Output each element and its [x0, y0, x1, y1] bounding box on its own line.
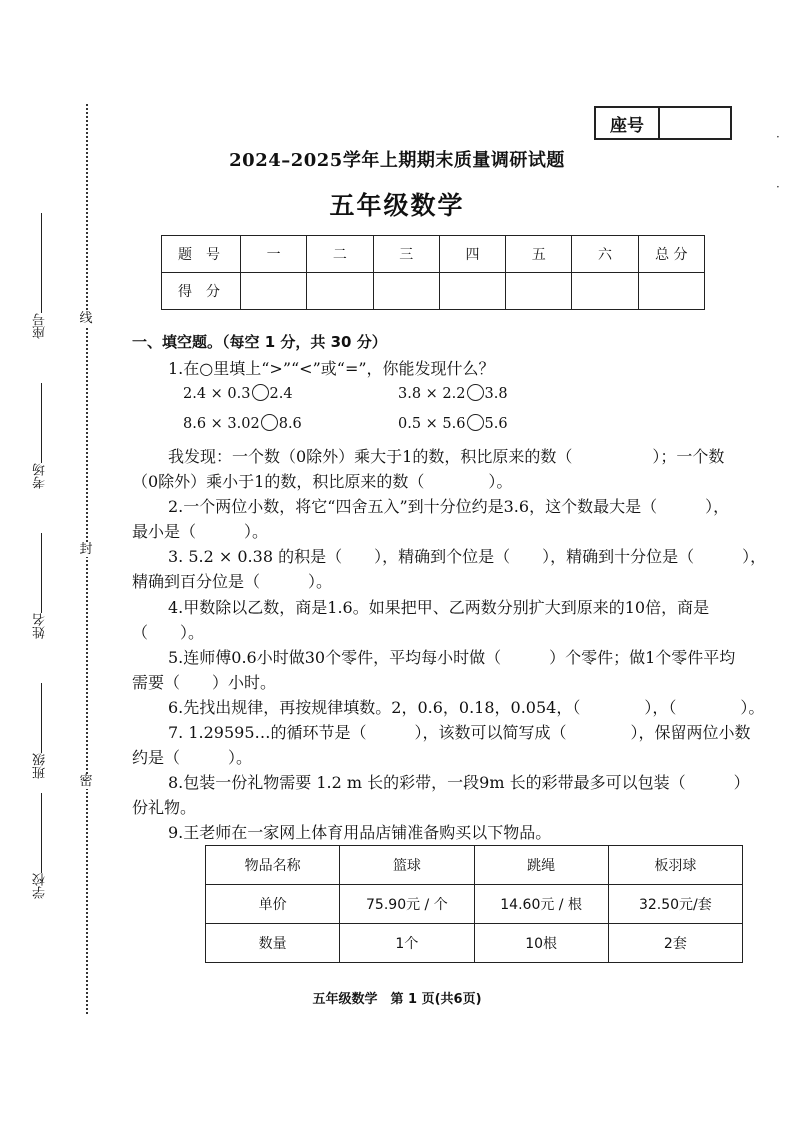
compare-circle-3[interactable]: [261, 414, 278, 431]
score-cell-1[interactable]: [241, 273, 307, 310]
score-col-1: 一: [241, 236, 307, 273]
score-col-2: 二: [307, 236, 373, 273]
exam-room-blank[interactable]: [41, 383, 42, 463]
question-1-discover-line-1: 我发现：一个数（0除外）乘大于1的数，积比原来的数（ ）；一个数: [168, 447, 725, 466]
question-4-line-1: 4.甲数除以乙数，商是1.6。如果把甲、乙两数分别扩大到原来的10倍，商是: [168, 598, 710, 617]
class-blank[interactable]: [41, 683, 42, 753]
goods-qty-basketball: 1个: [340, 924, 474, 963]
goods-header-shuttlecock: 板羽球: [608, 846, 742, 885]
compare-expr-2-left: 3.8 × 2.2: [398, 386, 466, 402]
question-8-line-2: 份礼物。: [132, 798, 197, 817]
binding-dotted-line: [86, 104, 88, 1014]
goods-table: [205, 845, 743, 963]
binding-mark-secret: 密: [79, 774, 93, 789]
compare-circle-2[interactable]: [467, 384, 484, 401]
question-4-line-2: （ ）。: [132, 623, 205, 642]
compare-expr-4: [398, 414, 508, 432]
question-2-line-1: 2.一个两位小数，将它“四舍五入”到十分位约是3.6，这个数最大是（ ），: [168, 497, 730, 516]
page-footer: 五年级数学 第 1 页(共6页): [312, 992, 482, 1007]
score-row-label-score: 得分: [162, 273, 241, 310]
seat-number-label: 座号: [596, 108, 660, 138]
subject-title: 五年级数学: [329, 191, 465, 220]
compare-expr-4-left: 0.5 × 5.6: [398, 416, 466, 432]
score-col-total: 总 分: [638, 236, 704, 273]
question-5-line-1: 5.连师傅0.6小时做30个零件，平均每小时做（ ）个零件；做1个零件平均: [168, 648, 736, 667]
compare-circle-4[interactable]: [467, 414, 484, 431]
side-label-exam-room: 考场: [33, 463, 48, 489]
question-7-line-2: 约是（ ）。: [132, 748, 253, 767]
side-field-school: [30, 790, 52, 899]
question-2-line-2: 最小是（ ）。: [132, 522, 269, 541]
score-row-label-question: 题号: [162, 236, 241, 273]
goods-qty-label: 数量: [206, 924, 340, 963]
side-field-seat: [30, 210, 52, 339]
question-5-line-2: 需要（ ）小时。: [132, 673, 277, 692]
goods-price-label: 单价: [206, 885, 340, 924]
edge-dot: ·: [776, 180, 780, 194]
question-9-text: 9.王老师在一家网上体育用品店铺准备购买以下物品。: [168, 823, 552, 842]
question-3-line-2: 精确到百分位是（ ）。: [132, 572, 333, 591]
side-label-seat: 座号: [33, 313, 48, 339]
score-table: [161, 235, 705, 310]
score-col-3: 三: [373, 236, 439, 273]
score-col-4: 四: [439, 236, 505, 273]
score-cell-3[interactable]: [373, 273, 439, 310]
score-table-header-row: [162, 236, 705, 273]
goods-price-jump-rope: 14.60元 / 根: [474, 885, 608, 924]
compare-expr-3-left: 8.6 × 3.02: [183, 416, 260, 432]
compare-expr-1: [183, 384, 293, 402]
question-3-line-1: 3. 5.2 × 0.38 的积是（ ），精确到个位是（ ），精确到十分位是（ ），: [168, 547, 767, 566]
score-col-6: 六: [572, 236, 638, 273]
goods-header-item: 物品名称: [206, 846, 340, 885]
seat-blank[interactable]: [41, 213, 42, 313]
compare-expr-2-right: 3.8: [484, 386, 508, 402]
compare-expr-1-right: 2.4: [269, 386, 293, 402]
binding-mark-line: 线: [79, 311, 93, 326]
score-cell-total[interactable]: [638, 273, 704, 310]
score-cell-6[interactable]: [572, 273, 638, 310]
side-field-class: [30, 680, 52, 779]
compare-expr-2: [398, 384, 508, 402]
question-1-text: 1.在○里填上“>”“<”或“=”，你能发现什么？: [168, 359, 495, 378]
compare-expr-4-right: 5.6: [484, 416, 508, 432]
score-cell-2[interactable]: [307, 273, 373, 310]
exam-title: 2024–2025学年上期期末质量调研试题: [229, 150, 565, 171]
goods-header-jump-rope: 跳绳: [474, 846, 608, 885]
compare-expr-3-right: 8.6: [278, 416, 302, 432]
goods-price-shuttlecock: 32.50元/套: [608, 885, 742, 924]
question-1-discover-line-2: （0除外）乘小于1的数，积比原来的数（ ）。: [132, 472, 513, 491]
score-cell-5[interactable]: [506, 273, 572, 310]
goods-header-basketball: 篮球: [340, 846, 474, 885]
compare-circle-1[interactable]: [252, 384, 269, 401]
seat-number-box: [594, 106, 732, 140]
goods-table-price-row: [206, 885, 743, 924]
goods-qty-shuttlecock: 2套: [608, 924, 742, 963]
question-8-line-1: 8.包装一份礼物需要 1.2 m 长的彩带，一段9m 长的彩带最多可以包装（ ）: [168, 773, 750, 792]
goods-price-basketball: 75.90元 / 个: [340, 885, 474, 924]
name-blank[interactable]: [41, 533, 42, 613]
side-label-name: 姓名: [33, 613, 48, 639]
compare-expr-1-left: 2.4 × 0.3: [183, 386, 251, 402]
score-cell-4[interactable]: [439, 273, 505, 310]
score-col-5: 五: [506, 236, 572, 273]
section-1-title: 一、填空题。（每空 1 分，共 30 分）: [132, 333, 387, 351]
goods-table-header-row: [206, 846, 743, 885]
question-7-line-1: 7. 1.29595…的循环节是（ ），该数可以简写成（ ），保留两位小数: [168, 723, 751, 742]
compare-expr-3: [183, 414, 302, 432]
side-label-class: 班级: [33, 753, 48, 779]
side-field-exam-room: [30, 380, 52, 489]
goods-qty-jump-rope: 10根: [474, 924, 608, 963]
goods-table-quantity-row: [206, 924, 743, 963]
binding-mark-seal: 封: [79, 542, 93, 557]
school-blank[interactable]: [41, 793, 42, 873]
side-field-name: [30, 530, 52, 639]
score-table-score-row: [162, 273, 705, 310]
question-6-text: 6.先找出规律，再按规律填数。2，0.6，0.18，0.054，（ ），（ ）。: [168, 698, 765, 717]
edge-dot: ·: [776, 130, 780, 144]
seat-number-field[interactable]: [660, 108, 730, 138]
side-label-school: 学校: [33, 873, 48, 899]
